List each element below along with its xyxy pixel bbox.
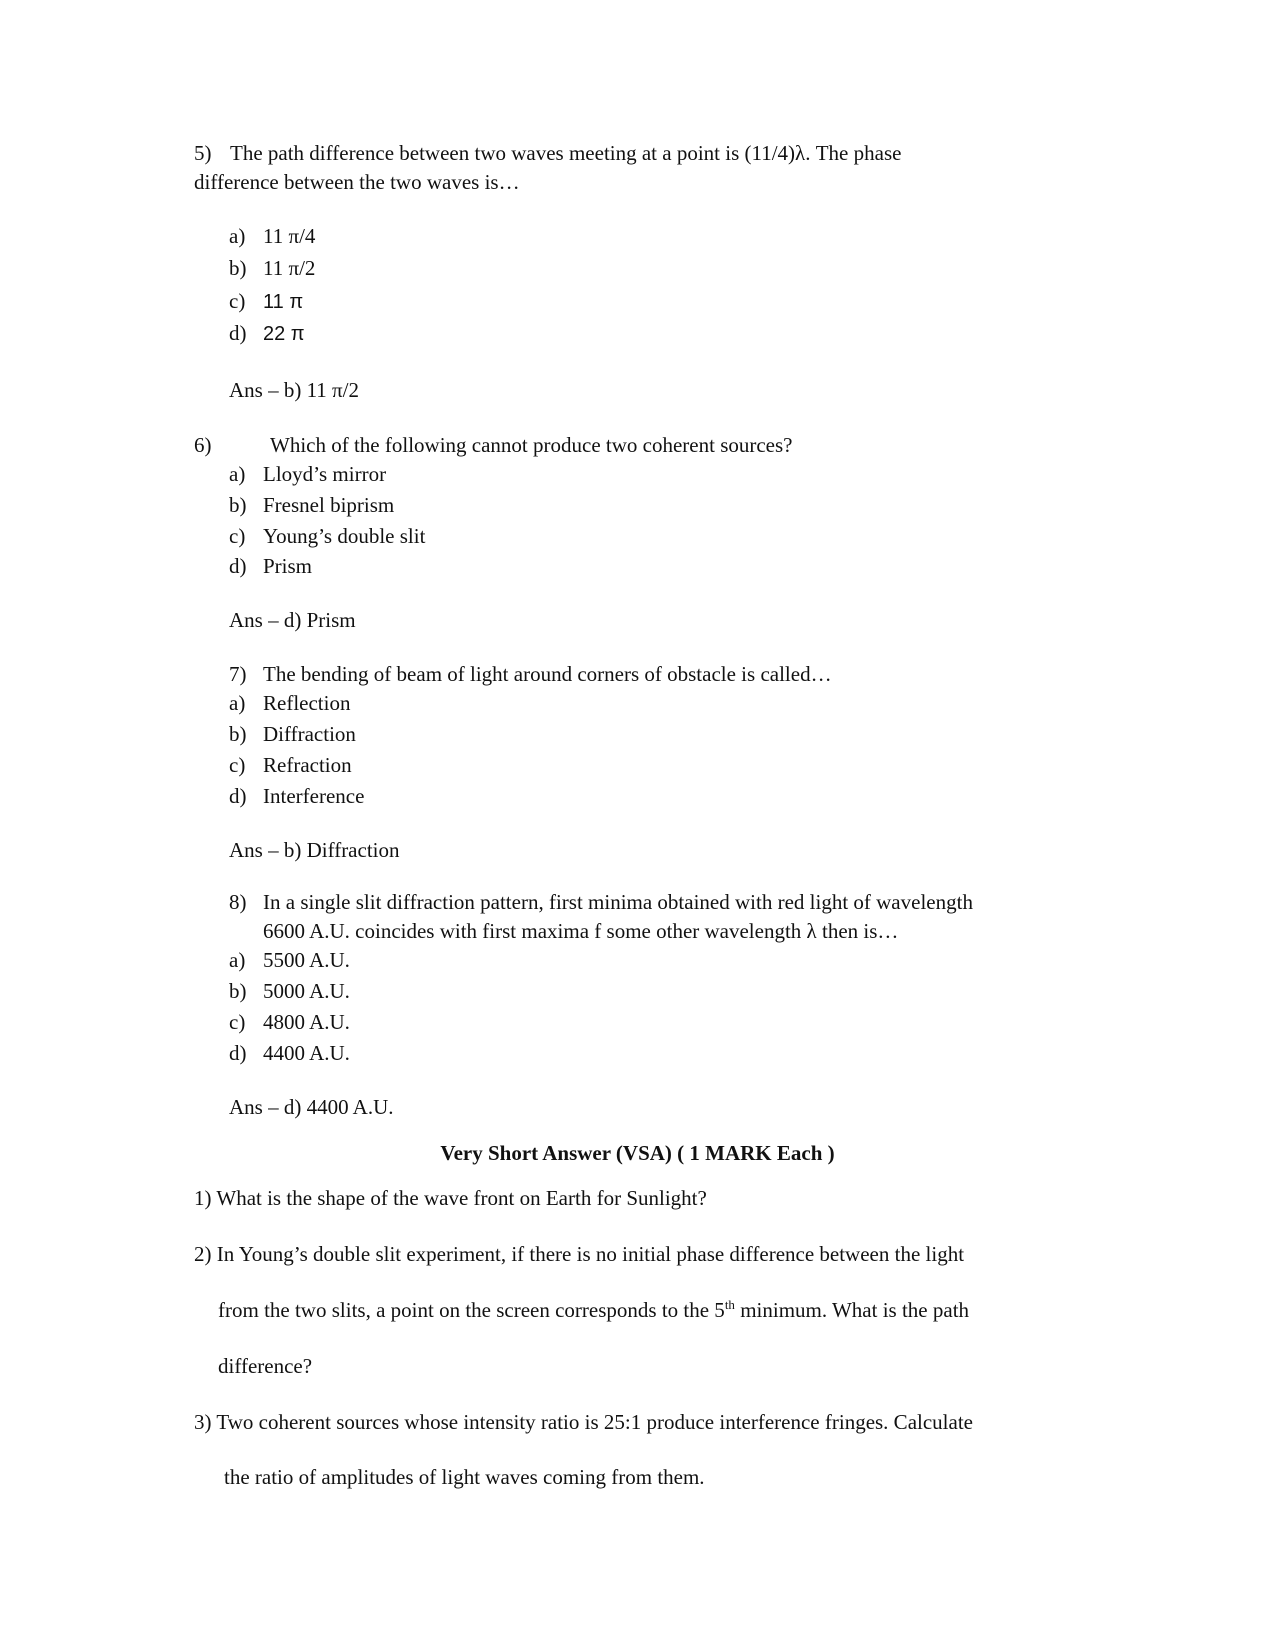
option-8a (229, 946, 350, 974)
vsa-question-3-line-2: the ratio of amplitudes of light waves coming from them. (224, 1465, 705, 1489)
option-5c (229, 287, 303, 316)
option-6d (229, 552, 312, 580)
vsa-question-2-text-line-2a: from the two slits, a point on the screen corresponds to the 5 (218, 1298, 725, 1322)
option-text: Lloyd’s mirror (263, 462, 387, 486)
vsa-question-2-text-line-2b: minimum. What is the path (734, 1298, 970, 1322)
option-7d (229, 782, 364, 810)
vsa-question-2-number: 2) (194, 1242, 212, 1266)
question-6-text: Which of the following cannot produce two coherent sources? (270, 433, 793, 457)
option-text: 11 π (263, 291, 304, 313)
option-text: Fresnel biprism (263, 493, 395, 517)
vsa-question-2-line-3: difference? (218, 1354, 313, 1378)
option-letter: d) (229, 1041, 247, 1065)
vsa-question-3-text-line-1: Two coherent sources whose intensity ratio is 25:1 produce interference fringes. Calculate (216, 1410, 973, 1434)
option-text: 4400 A.U. (263, 1041, 350, 1065)
option-letter: b) (229, 493, 247, 517)
answer-7: Ans – b) Diffraction (229, 838, 400, 862)
vsa-question-3-line-1 (194, 1408, 973, 1436)
question-6-number: 6) (194, 433, 212, 457)
question-7-text: The bending of beam of light around corners of obstacle is called… (263, 662, 832, 686)
option-letter: a) (229, 691, 246, 715)
option-letter: c) (229, 289, 246, 313)
ordinal-suffix: th (724, 1297, 735, 1312)
option-8b (229, 977, 350, 1005)
vsa-question-2-text-line-1: In Young’s double slit experiment, if there is no initial phase difference between the light (216, 1242, 965, 1266)
option-8d (229, 1039, 350, 1067)
option-text: 22 π (263, 323, 305, 345)
option-letter: c) (229, 1010, 246, 1034)
vsa-question-1-number: 1) (194, 1186, 212, 1210)
answer-5: Ans – b) 11 π/2 (229, 378, 359, 402)
option-5b (229, 254, 315, 282)
answer-6: Ans – d) Prism (229, 608, 356, 632)
option-6a (229, 460, 386, 488)
option-letter: a) (229, 948, 246, 972)
section-heading-vsa: Very Short Answer (VSA) ( 1 MARK Each ) (440, 1141, 835, 1165)
option-6c (229, 522, 425, 550)
option-text: Interference (263, 784, 365, 808)
option-letter: a) (229, 224, 246, 248)
question-8 (229, 888, 973, 916)
option-letter: c) (229, 524, 246, 548)
option-letter: b) (229, 256, 247, 280)
option-7a (229, 689, 350, 717)
option-5d (229, 319, 305, 348)
question-5-number: 5) (194, 141, 212, 165)
option-letter: d) (229, 554, 247, 578)
question-7 (229, 660, 832, 688)
option-7b (229, 720, 356, 748)
question-8-text-line-2: 6600 A.U. coincides with first maxima f some other wavelength λ then is… (263, 919, 899, 943)
option-text: Refraction (263, 753, 352, 777)
vsa-question-1 (194, 1184, 707, 1212)
option-text: 4800 A.U. (263, 1010, 350, 1034)
option-text: Reflection (263, 691, 351, 715)
option-text: 11 π/4 (263, 224, 316, 248)
vsa-question-2-line-1 (194, 1240, 964, 1268)
option-7c (229, 751, 352, 779)
question-7-number: 7) (229, 662, 247, 686)
answer-8: Ans – d) 4400 A.U. (229, 1095, 394, 1119)
question-5-text-line-2: difference between the two waves is… (194, 170, 520, 194)
option-6b (229, 491, 394, 519)
question-8-number: 8) (229, 890, 247, 914)
option-5a (229, 222, 315, 250)
option-letter: b) (229, 979, 247, 1003)
option-text: 5500 A.U. (263, 948, 350, 972)
option-text: 11 π/2 (263, 256, 316, 280)
option-text: Diffraction (263, 722, 356, 746)
question-8-text-line-1: In a single slit diffraction pattern, first minima obtained with red light of wavelength (263, 890, 973, 914)
vsa-question-2-line-2 (218, 1296, 969, 1324)
option-letter: a) (229, 462, 246, 486)
option-letter: b) (229, 722, 247, 746)
option-8c (229, 1008, 350, 1036)
option-letter: d) (229, 784, 247, 808)
option-text: Young’s double slit (263, 524, 426, 548)
option-letter: d) (229, 321, 247, 345)
option-text: Prism (263, 554, 313, 578)
question-5-text-line-1: The path difference between two waves meeting at a point is (11/4)λ. The phase (230, 141, 902, 165)
vsa-question-1-text: What is the shape of the wave front on Earth for Sunlight? (216, 1186, 707, 1210)
vsa-question-3-number: 3) (194, 1410, 212, 1434)
option-text: 5000 A.U. (263, 979, 350, 1003)
option-letter: c) (229, 753, 246, 777)
